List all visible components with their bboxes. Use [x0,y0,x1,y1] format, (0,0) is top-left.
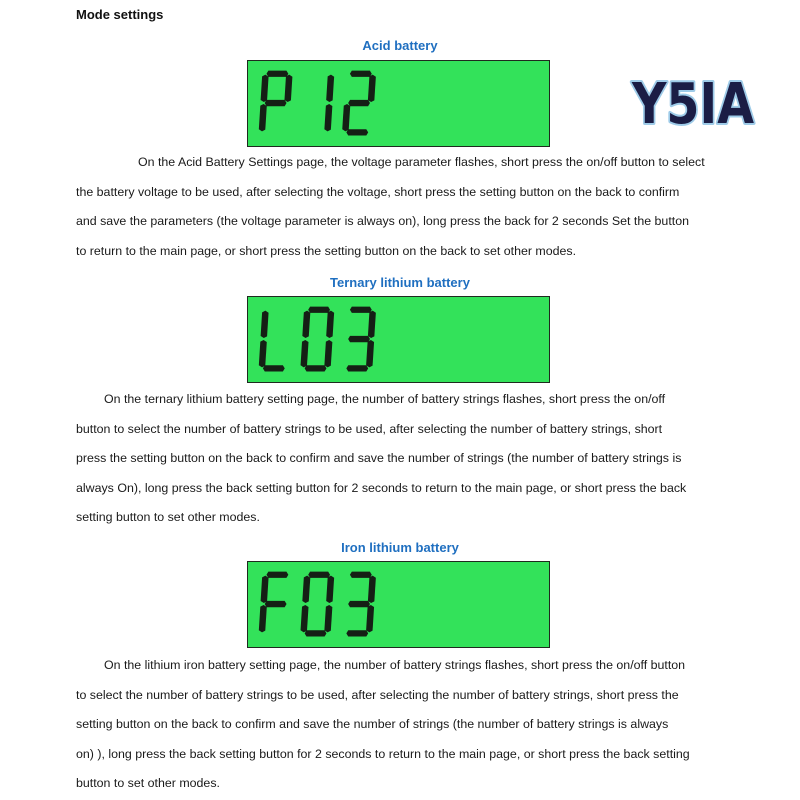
lcd-segment [302,576,310,603]
lcd-segment [324,605,332,632]
section-caption-iron-lithium: Iron lithium battery [341,540,459,555]
lcd-display-iron [247,561,550,648]
text-line: On the Acid Battery Settings page, the voltage parameter flashes, short press the on/off button to select [138,155,705,169]
lcd-segment [308,572,330,578]
paragraph-acid-battery [76,148,736,266]
lcd-digits-iron [248,562,549,647]
lcd-segment [348,100,370,106]
lcd-display-acid [247,60,550,147]
lcd-segment [368,311,376,338]
lcd-digits-ternary [248,297,549,382]
lcd-segment [348,336,370,342]
text-line: and save the parameters (the voltage parameter is always on), long press the back for 2 seconds Set the button [76,214,689,228]
lcd-segment [259,605,267,632]
lcd-segment [348,601,370,607]
lcd-segment [324,340,332,367]
lcd-segment [366,340,374,367]
lcd-segment [301,340,309,367]
lcd-segment [302,311,310,338]
lcd-segment [266,572,288,578]
lcd-segment [261,576,269,603]
lcd-segment [346,365,368,371]
lcd-digits-acid [248,61,549,146]
lcd-display-ternary [247,296,550,383]
lcd-segment [326,576,334,603]
lcd-segment [366,605,374,632]
text-line: On the lithium iron battery setting page, the number of battery strings flashes, short press the on/off button [104,658,686,672]
text-line: on) ), long press the back setting button for 2 seconds to return to the main page, or short press the back setting [76,746,690,761]
text-line: button to set other modes. [76,776,220,790]
lcd-segment [346,129,368,135]
lcd-segment [326,75,334,102]
lcd-segment [368,576,376,603]
text-line: button to select the number of battery strings to be used, after selecting the number of battery strings, short [76,421,663,436]
lcd-segment [265,100,287,106]
lcd-segment [308,307,330,313]
lcd-segment [259,104,267,131]
text-line: the battery voltage to be used, after selecting the voltage, short press the setting button on the back to confirm [76,184,680,199]
brand-logo [628,70,758,137]
lcd-segment [342,104,350,131]
lcd-segment [261,311,269,338]
paragraph-ternary-lithium [76,385,736,533]
lcd-segment [266,71,288,77]
lcd-segment [261,75,269,102]
brand-logo-text: Y5IA [631,72,755,137]
lcd-segment [259,340,267,367]
lcd-segment [350,307,372,313]
section-caption-acid-battery: Acid battery [362,38,438,53]
lcd-segment [284,75,292,102]
text-line: On the ternary lithium battery setting page, the number of battery strings flashes, short press the on/off [104,392,666,406]
page-heading: Mode settings [76,7,164,22]
paragraph-iron-lithium [76,651,736,799]
lcd-segment [346,630,368,636]
text-line: setting button to set other modes. [76,510,260,524]
lcd-segment [265,601,287,607]
text-line: to return to the main page, or short press the setting button on the back to set other modes. [76,243,577,258]
lcd-segment [368,75,376,102]
text-line: to select the number of battery strings to be used, after selecting the number of battery strings, short press the [76,687,679,702]
text-line: setting button on the back to confirm and save the number of strings (the number of battery strings is always [76,717,669,731]
lcd-segment [305,365,327,371]
lcd-segment [263,365,285,371]
lcd-segment [326,311,334,338]
section-caption-ternary-lithium: Ternary lithium battery [330,275,470,290]
text-line: always On), long press the back setting button for 2 seconds to return to the main page, or short press the back [76,480,687,495]
lcd-segment [301,605,309,632]
lcd-segment [324,104,332,131]
text-line: press the setting button on the back to confirm and save the number of strings (the number of battery strings is [76,451,682,465]
lcd-segment [305,630,327,636]
lcd-segment [350,572,372,578]
lcd-segment [350,71,372,77]
